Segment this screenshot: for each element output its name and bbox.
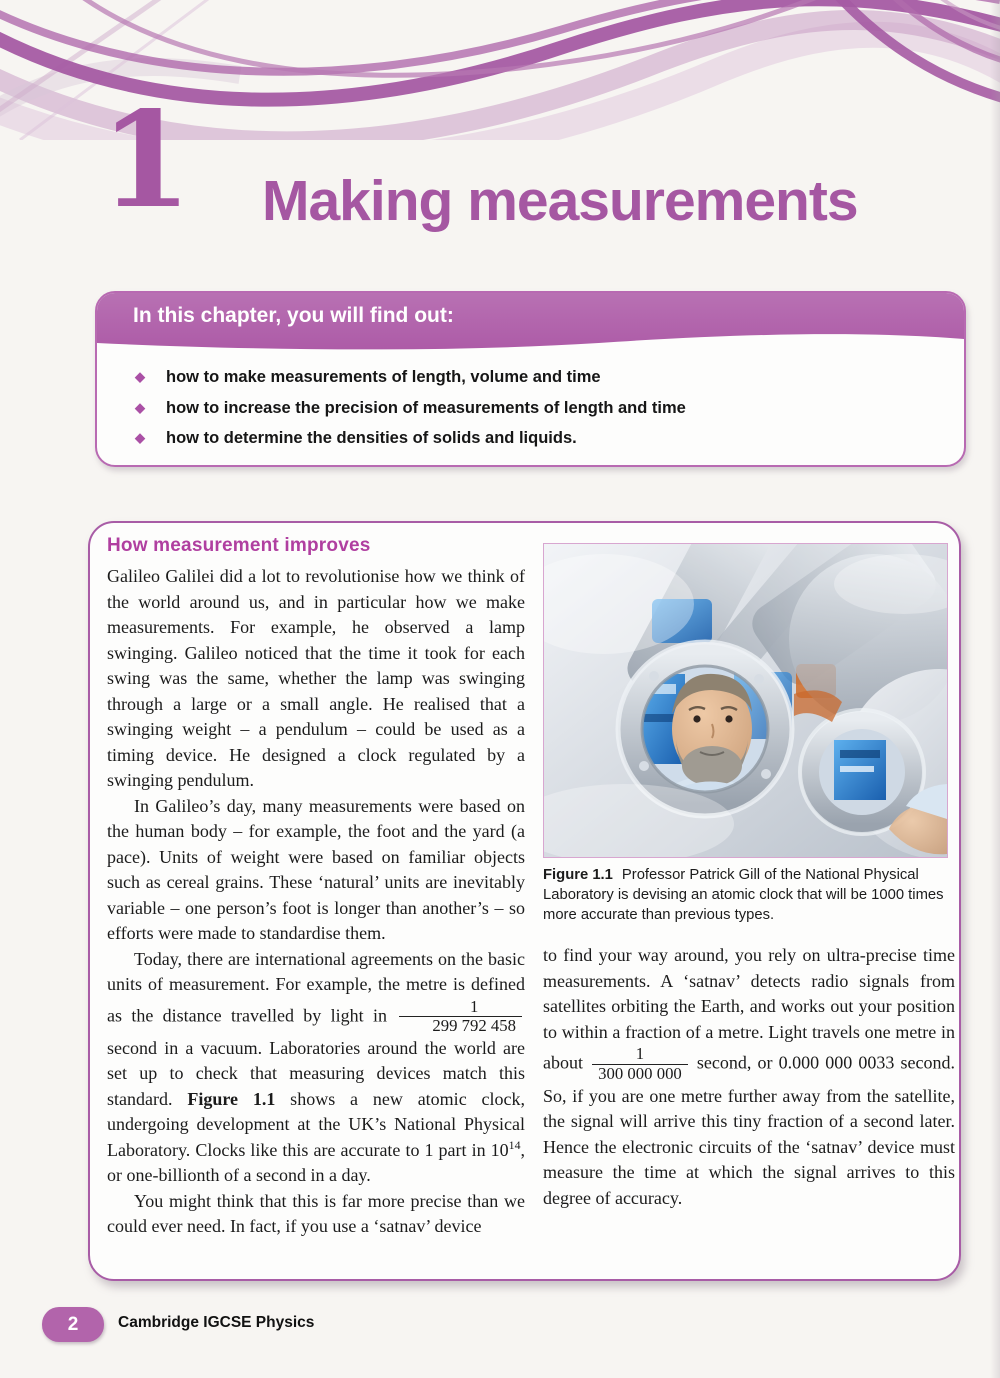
objective-item	[135, 398, 936, 419]
chapter-objectives-box	[95, 291, 966, 467]
text-run: Today, there are international agreements on the basic units of measurement. For example, the metre is defined as the distance travelled by light in	[107, 948, 525, 1025]
page-footer	[0, 1303, 1000, 1347]
objective-item	[135, 367, 936, 388]
objectives-heading: In this chapter, you will find out:	[133, 304, 454, 327]
text-run: Galileo Galilei did a lot to revolutionise how we think of the world around us, and in particular how we make measurements. For example, he observed a lamp swinging. Galileo noticed that the time it took for each swing was the same, whether the lamp was swinging through a large or a small angle. He realised that a swinging weight – a pendulum – could be used as a timing device. He designed a clock regulated by a swinging pendulum.	[107, 566, 525, 790]
text-run: shows a new atomic clock, undergoing development at the UK’s National Physical Laboratory. Clocks like this are accurate to 1 part in 10	[107, 1088, 525, 1160]
text-run: In Galileo’s day, many measurements were based on the human body – for example, the foot and the yard (a pace). Units of weight were based on familiar objects such as cereal grains. These ‘natural’ units are inevitably variable – one person’s foot is longer than another’s – so efforts were made to standardise them.	[107, 795, 525, 943]
text-run: second, or 0.000 000 0033 second. So, if you are one metre further away from the satellite, the signal will arrive this tiny fraction of a second later. Hence the electronic circuits of the ‘satnav’ device must measure the time at which the signal arrives to this degree of accuracy.	[543, 1052, 955, 1208]
body-paragraph	[107, 947, 525, 1189]
main-content-box	[88, 521, 961, 1281]
fraction-numerator: 1	[635, 1044, 645, 1064]
objective-text: how to determine the densities of solids and liquids.	[166, 429, 577, 448]
section-heading: How measurement improves	[107, 535, 371, 556]
body-paragraph	[107, 1189, 525, 1240]
objectives-list	[135, 367, 936, 459]
page-number-badge	[42, 1307, 104, 1342]
fraction-denominator: 299 792 458	[399, 1016, 522, 1036]
figure-caption	[543, 865, 948, 925]
body-paragraph	[107, 564, 525, 794]
figure-caption-text: Professor Patrick Gill of the National Physical Laboratory is devising an atomic clock that will be 1000 times more accurate than previous types.	[543, 867, 944, 924]
fraction	[399, 998, 522, 1036]
fraction	[592, 1045, 688, 1083]
figure-1-1	[543, 543, 948, 925]
text-run: second in a vacuum. Laboratories around the world are set up to check that measuring devices match this standard.	[107, 1037, 525, 1109]
figure-caption-label: Figure 1.1	[543, 867, 613, 883]
diamond-bullet-icon: ◆	[135, 430, 145, 446]
left-column	[107, 535, 525, 1240]
exponent: 14	[508, 1137, 521, 1152]
fraction-denominator: 300 000 000	[592, 1064, 688, 1084]
text-run: to find your way around, you rely on ultra-precise time measurements. A ‘satnav’ detects radio signals from satellites orbiting the Earth, and works out your position to within a fraction of a metre. Light travels one metre in about	[543, 945, 955, 1073]
chapter-title: Making measurements	[262, 169, 858, 233]
text-run: , or one-billionth of a second in a day.	[107, 1139, 525, 1186]
objective-text: how to make measurements of length, volume and time	[166, 368, 601, 386]
atomic-clock-photo	[543, 543, 948, 858]
objective-item	[135, 428, 936, 449]
diamond-bullet-icon: ◆	[135, 399, 145, 415]
page-number: 2	[67, 1313, 79, 1335]
right-column	[543, 543, 955, 1211]
figure-reference: Figure 1.1	[187, 1088, 276, 1109]
fraction-numerator: 1	[469, 996, 479, 1016]
chapter-number: 1	[100, 83, 192, 238]
objective-text: how to increase the precision of measurements of length and time	[166, 398, 686, 417]
diamond-bullet-icon: ◆	[135, 369, 145, 384]
text-run: You might think that this is far more precise than we could ever need. In fact, if you use a ‘satnav’ device	[107, 1190, 525, 1237]
body-paragraph	[543, 943, 955, 1211]
footer-book-title: Cambridge IGCSE Physics	[118, 1314, 315, 1331]
body-paragraph	[107, 794, 525, 947]
